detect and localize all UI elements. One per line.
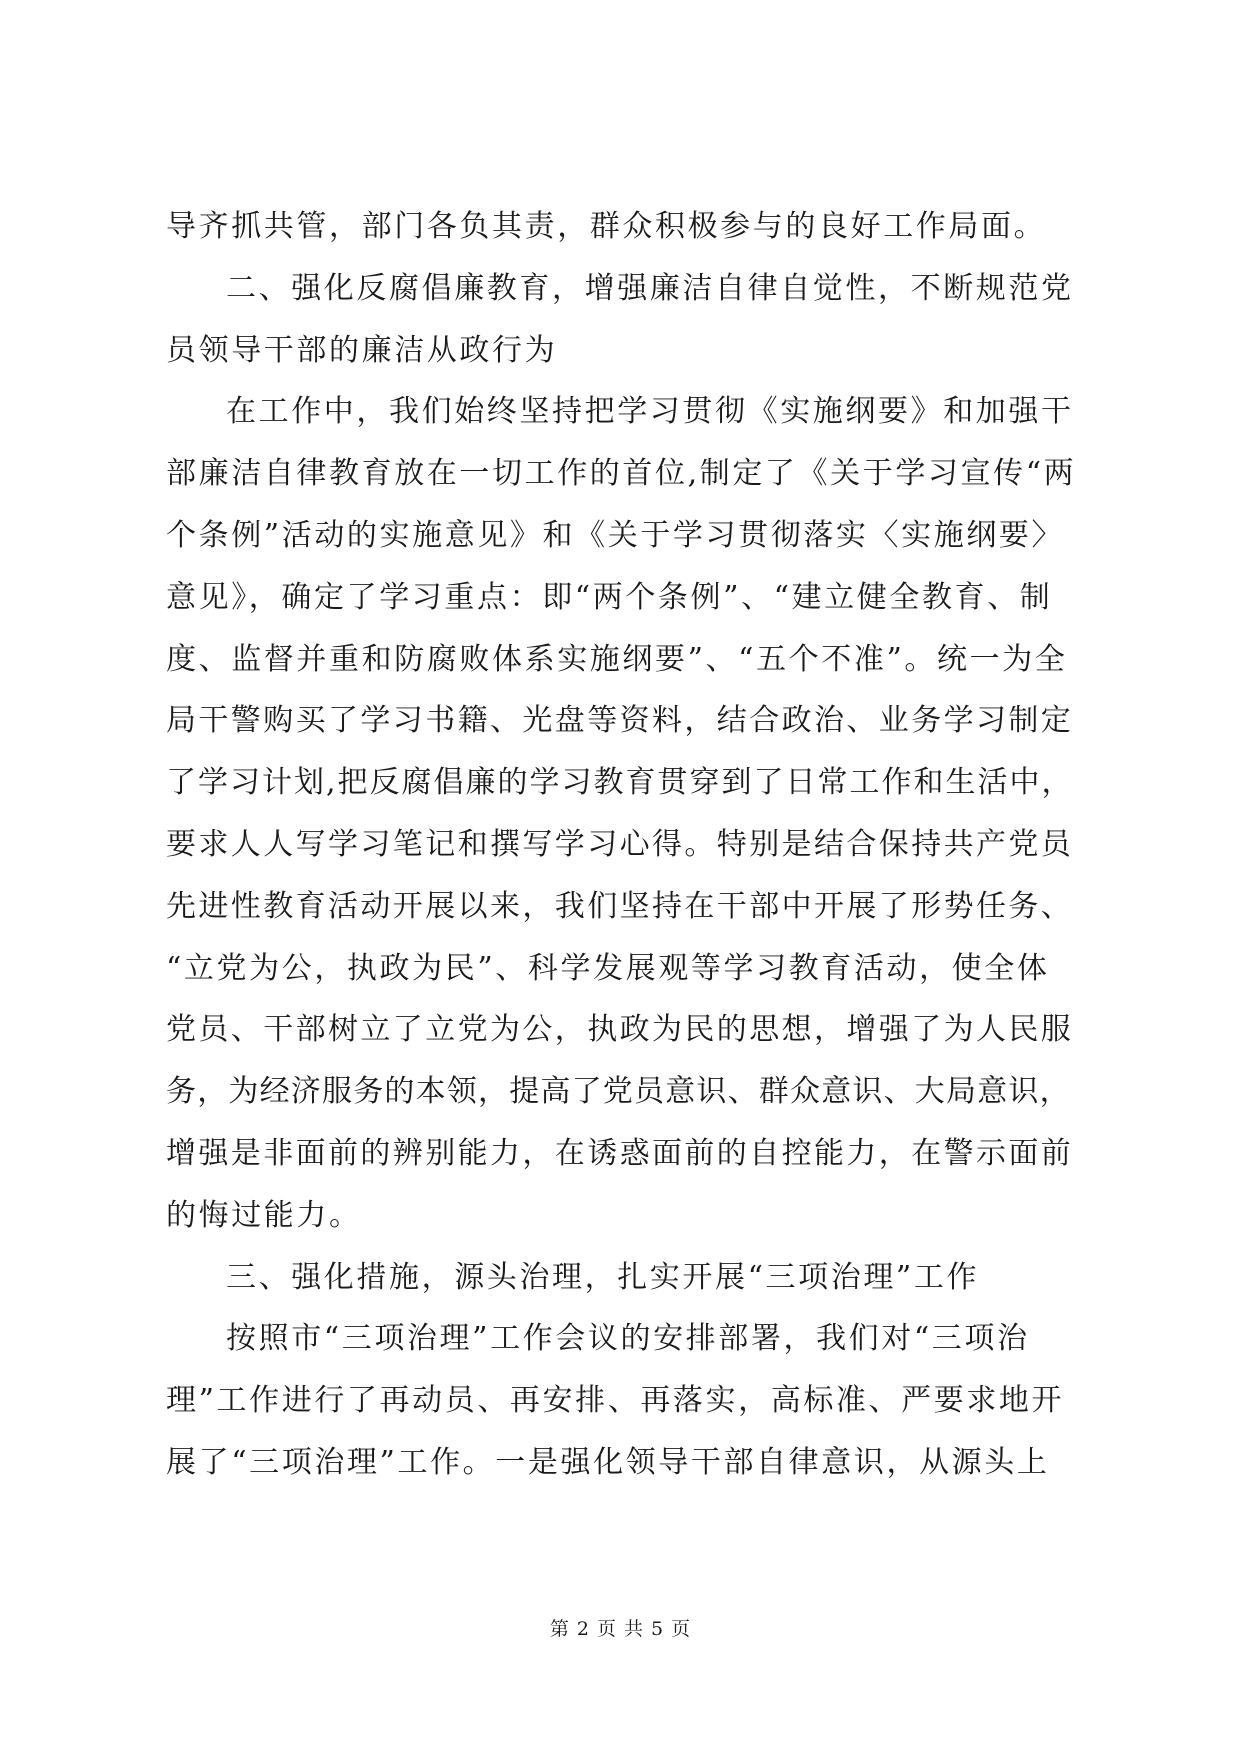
text-line: 务，为经济服务的本领，提高了党员意识、群众意识、大局意识， — [166, 1074, 1071, 1110]
text-line: 在工作中，我们始终坚持把学习贯彻《实施纲要》和加强干 — [226, 394, 1074, 430]
text-line: 先进性教育活动开展以来，我们坚持在干部中开展了形势任务、 — [166, 888, 1074, 924]
text-line: 理”工作进行了再动员、再安排、再落实，高标准、严要求地开 — [166, 1383, 1065, 1419]
text-line: 按照市“三项治理”工作会议的安排部署，我们对“三项治 — [226, 1321, 1030, 1357]
text-line: 导齐抓共管，部门各负其责，群众积极参与的良好工作局面。 — [166, 209, 1047, 244]
text-line: “立党为公，执政为民”、科学发展观等学习教育活动，使全体 — [166, 950, 1050, 986]
text-line: 的悔过能力。 — [166, 1197, 362, 1233]
page-number: 第 2 页 共 5 页 — [549, 1618, 692, 1640]
section-heading-continued: 员领导干部的廉洁从政行为 — [166, 332, 558, 368]
text-line: 意见》，确定了学习重点：即“两个条例”、“建立健全教育、制 — [166, 579, 1053, 615]
text-line: 要求人人写学习笔记和撰写学习心得。特别是结合保持共产党员 — [166, 826, 1074, 862]
section-heading: 二、强化反腐倡廉教育，增强廉洁自律自觉性，不断规范党 — [226, 270, 1074, 306]
text-line: 个条例”活动的实施意见》和《关于学习贯彻落实〈实施纲要〉 — [166, 517, 1065, 553]
section-heading: 三、强化措施，源头治理，扎实开展“三项治理”工作 — [226, 1259, 980, 1295]
text-line: 展了“三项治理”工作。一是强化领导干部自律意识，从源头上 — [166, 1444, 1050, 1480]
text-line: 了学习计划,把反腐倡廉的学习教育贯穿到了日常工作和生活中， — [166, 765, 1074, 801]
text-line: 局干警购买了学习书籍、光盘等资料，结合政治、业务学习制定 — [166, 703, 1074, 739]
text-line: 部廉洁自律教育放在一切工作的首位,制定了《关于学习宣传“两 — [166, 456, 1077, 492]
text-line: 增强是非面前的辨别能力，在诱惑面前的自控能力，在警示面前 — [166, 1135, 1074, 1171]
document-body — [166, 196, 1076, 1494]
text-line: 党员、干部树立了立党为公，执政为民的思想，增强了为人民服 — [166, 1012, 1074, 1048]
text-line: 度、监督并重和防腐败体系实施纲要”、“五个不准”。统一为全 — [166, 641, 1068, 677]
